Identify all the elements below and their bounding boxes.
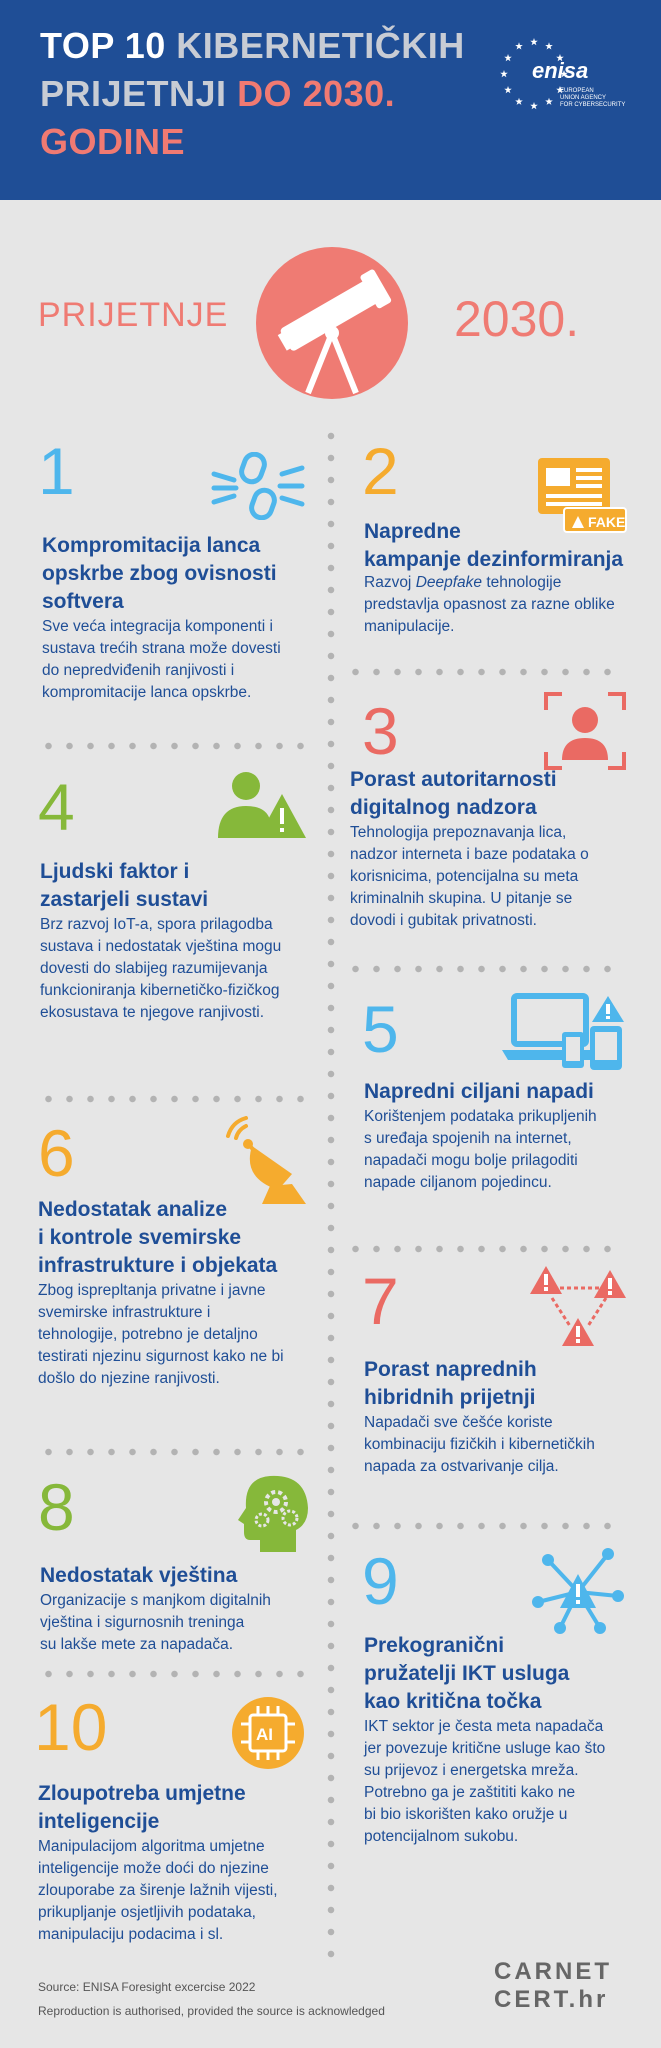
- divider: [38, 1448, 318, 1456]
- threat-description: Manipulacijom algoritma umjetne inteligencije može doći do njezine zlouporabe za širenje lažnih vijesti, prikupljanje osjetljivih podataka, manipulaciju podacima i sl.: [38, 1838, 278, 1943]
- threat-title: Kompromitacija lanca opskrbe zbog ovisnosti softvera: [42, 534, 277, 613]
- ai-chip-icon: [226, 1694, 310, 1772]
- footer-source: Source: ENISA Foresight excercise 2022 Reproduction is authorised, provided the source is acknowledged: [38, 1980, 385, 2018]
- divider: [38, 742, 318, 750]
- divider: [345, 668, 625, 676]
- threat-number: 9: [362, 1544, 399, 1618]
- threat-number: 1: [38, 434, 75, 508]
- threat-description: Tehnologija prepoznavanja lica, nadzor interneta i baze podataka o korisnicima, potencijalna su meta kriminalnih skupina. U pitanje se dovodi i gubitak privatnosti.: [350, 824, 589, 929]
- threat-description: Korištenjem podataka prikupljenih s uređaja spojenih na internet, napadači mogu bolje prilagoditi napade ciljanom pojedincu.: [364, 1108, 597, 1191]
- user-warning-icon: [216, 770, 308, 840]
- threat-description: Sve veća integracija komponenti i sustava trećih strana može dovesti do nepredviđenih ranjivosti i kompromitacije lanca opskrbe.: [42, 618, 281, 701]
- threat-number: 10: [34, 1690, 108, 1764]
- threat-description: IKT sektor je česta meta napadača jer povezuje kritične usluge kao što su prijevoz i energetska mreža. Potrebno ga je zaštititi kako ne bi bio iskorišten kako oružje u potencijalnom sukobu.: [364, 1718, 606, 1845]
- carnet-cert-logo: CARNET CERT.hr: [494, 1958, 612, 2013]
- svg-text:FAKE: FAKE: [588, 514, 626, 530]
- head-gears-icon: [236, 1474, 310, 1554]
- threat-title: Zloupotreba umjetne inteligencije: [38, 1782, 246, 1833]
- threat-title: Napredne kampanje dezinformiranja: [364, 520, 624, 571]
- devices-warning-icon: [500, 992, 628, 1074]
- divider: [38, 1095, 318, 1103]
- threat-description: Napadači sve češće koriste kombinaciju fizičkih i kibernetičkih napada za ostvarivanje cilja.: [364, 1414, 595, 1475]
- divider: [345, 1245, 625, 1253]
- satellite-dish-icon: [222, 1116, 306, 1206]
- divider: [38, 1670, 318, 1678]
- broken-chain-icon: [210, 452, 306, 520]
- face-scan-icon: [544, 692, 626, 770]
- threat-description: Organizacije s manjkom digitalnih vještina i sigurnosnih treninga su lakše mete za napadača.: [40, 1592, 271, 1653]
- threat-number: 2: [362, 434, 399, 508]
- telescope-icon: [254, 245, 410, 401]
- divider: [345, 965, 625, 973]
- page-title: TOP 10 KIBERNETIČKIH PRIJETNJI DO 2030. GODINE: [40, 25, 465, 162]
- threat-description: Brz razvoj IoT-a, spora prilagodba sustava i nedostatak vještina mogu dovesti do slabijeg razumijevanja funkcioniranja kibernetičko-fizičkog ekosustava te njegove ranjivosti.: [40, 916, 282, 1021]
- threat-title: Nedostatak vještina: [40, 1564, 238, 1587]
- threat-number: 5: [362, 992, 399, 1066]
- threat-number: 3: [362, 694, 399, 768]
- threat-title: Napredni ciljani napadi: [364, 1080, 594, 1103]
- threat-number: 6: [38, 1116, 75, 1190]
- enisa-logo-subtitle: EUROPEAN UNION AGENCY FOR CYBERSECURITY: [560, 88, 626, 108]
- vertical-divider: [327, 425, 335, 1970]
- hero-left-label: PRIJETNJE: [38, 296, 229, 334]
- threat-number: 4: [38, 770, 75, 844]
- threat-title: Nedostatak analize i kontrole svemirske infrastrukture i objekata: [38, 1198, 278, 1277]
- threat-title: Porast naprednih hibridnih prijetnji: [364, 1358, 537, 1409]
- network-warning-icon: [530, 1546, 626, 1636]
- threat-title: Prekogranični pružatelji IKT usluga kao kritična točka: [364, 1634, 570, 1713]
- threat-number: 7: [362, 1264, 399, 1338]
- threat-description: Zbog isprepltanja privatne i javne svemirske infrastrukture i tehnologije, potrebno je detaljno testirati njezinu sigurnost kako ne bi došlo do njezine ranjivosti.: [38, 1282, 284, 1387]
- enisa-logo-text: enisa: [532, 58, 589, 83]
- threat-number: 8: [38, 1470, 75, 1544]
- triple-warning-icon: [530, 1262, 626, 1350]
- threat-title: Porast autoritarnosti digitalnog nadzora: [350, 768, 557, 819]
- hero-year: 2030.: [454, 291, 580, 347]
- divider: [345, 1522, 625, 1530]
- svg-text:AI: AI: [256, 1725, 273, 1744]
- threat-description: Razvoj Deepfake tehnologije predstavlja opasnost za razne oblike manipulacije.: [364, 574, 615, 635]
- header-banner: [0, 0, 661, 200]
- threat-title: Ljudski faktor i zastarjeli sustavi: [40, 860, 209, 911]
